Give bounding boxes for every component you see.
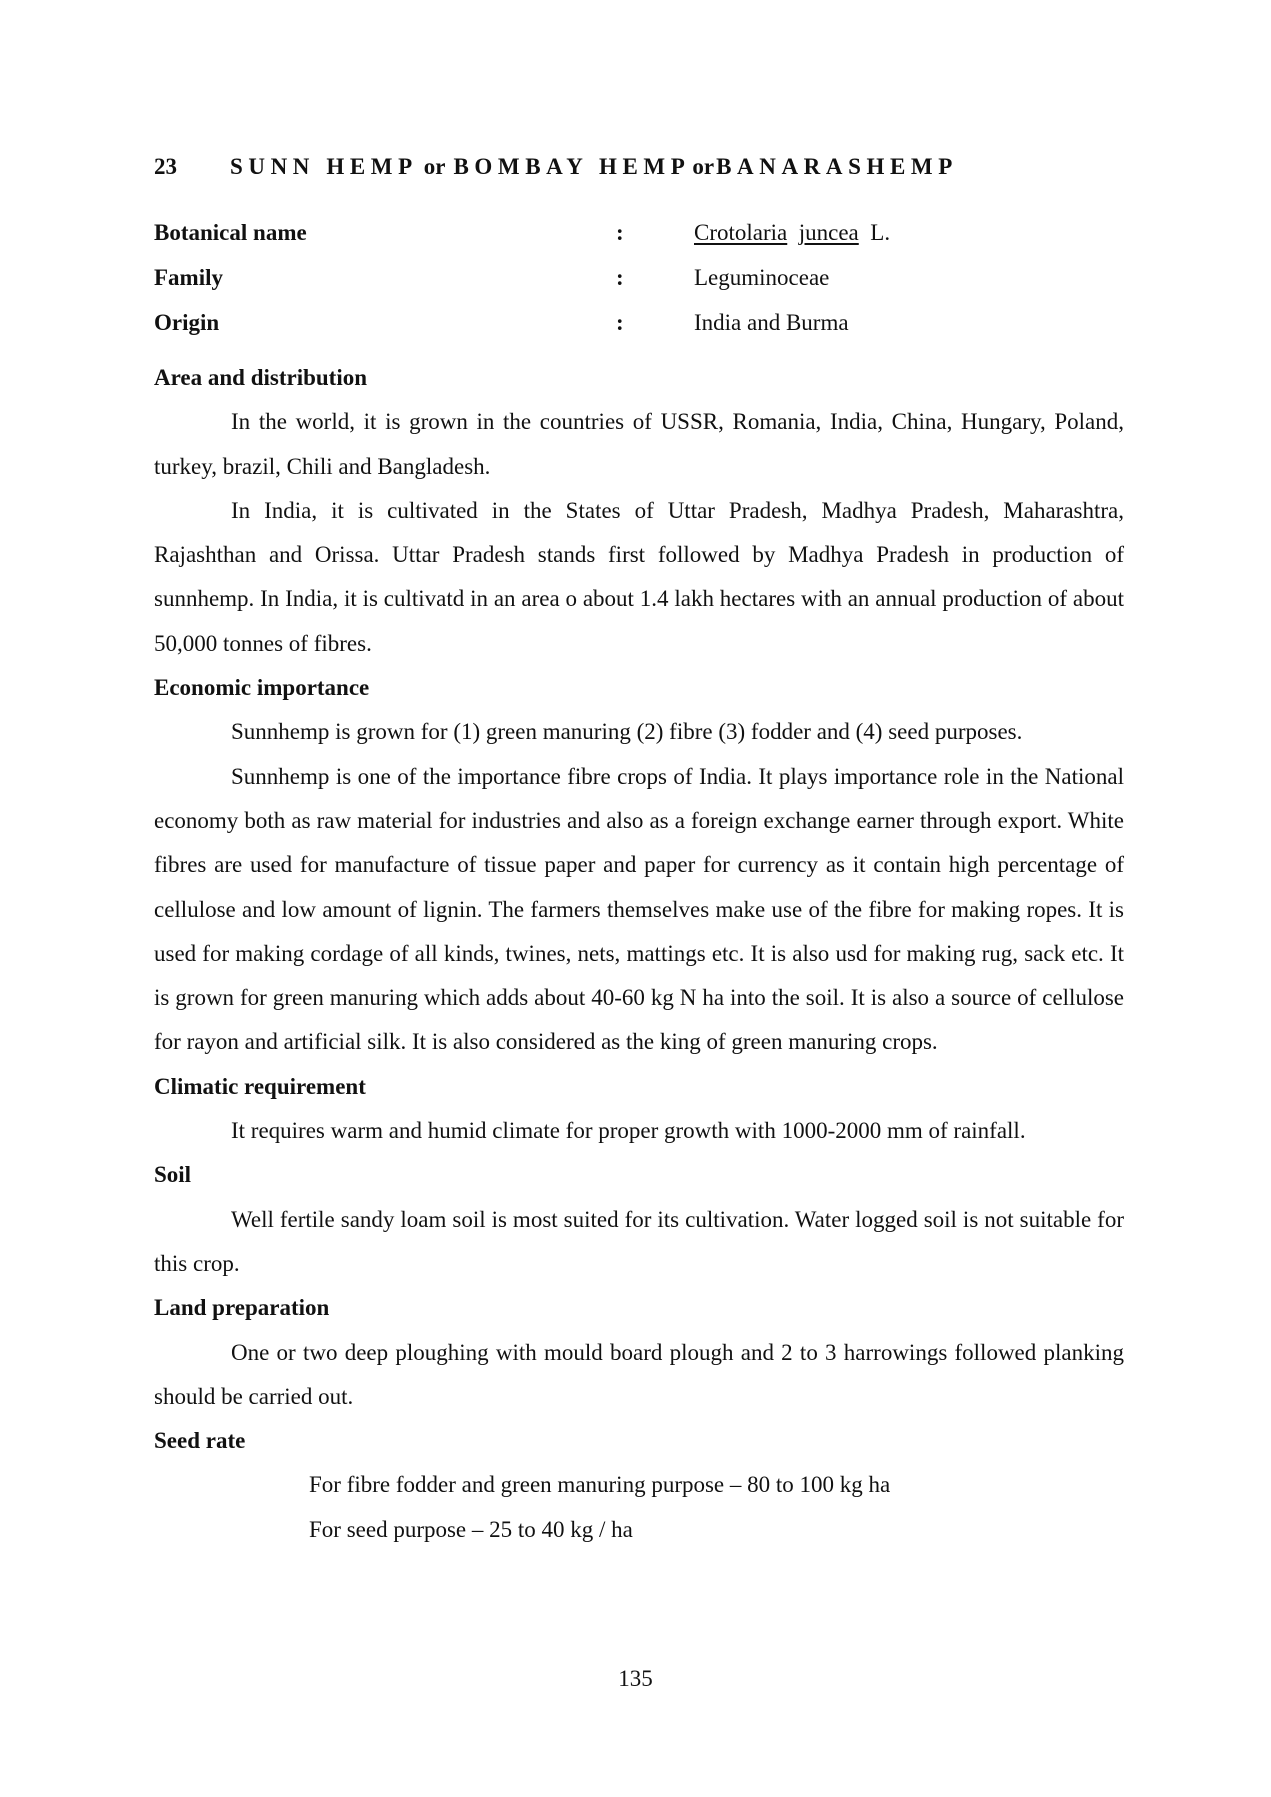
paragraph: Sunnhemp is grown for (1) green manuring (2) fibre (3) fodder and (4) seed purposes. — [231, 719, 1023, 745]
seed-rate-line: For seed purpose – 25 to 40 kg / ha — [309, 1516, 633, 1542]
section-heading-climatic: Climatic requirement — [154, 1073, 366, 1099]
meta-value: Leguminoceae — [694, 265, 830, 290]
seed-rate-line: For fibre fodder and green manuring purpose – 80 to 100 kg ha — [309, 1472, 891, 1498]
section-heading-seed-rate: Seed rate — [154, 1428, 246, 1454]
title-part-banaras-hemp: BANARASHEMP — [716, 154, 958, 179]
title-part-bombay-hemp: BOMBAY HEMP — [453, 154, 691, 179]
paragraph: One or two deep ploughing with mould board plough and 2 to 3 harrowings followed planking should be carried out. — [154, 1339, 1124, 1409]
meta-label: Botanical name — [154, 220, 307, 245]
paragraph: In India, it is cultivated in the States of Uttar Pradesh, Madhya Pradesh, Maharashtra, Rajashthan and Orissa. Uttar Pradesh stands first followed by Madhya Pradesh in production of sunnhemp. In India, it is cultivatd in an area o about 1.4 lakh hectares with an annual production of about 50,000 tonnes of fibres. — [154, 497, 1124, 656]
chapter-number: 23 — [154, 154, 177, 179]
paragraph: Well fertile sandy loam soil is most suited for its cultivation. Water logged soil is not suitable for this crop. — [154, 1206, 1124, 1276]
meta-colon: : — [616, 310, 624, 335]
meta-row-botanical-name — [154, 210, 1124, 255]
title-part-sunn-hemp: SUNN HEMP — [230, 154, 418, 179]
paragraph: In the world, it is grown in the countries of USSR, Romania, India, China, Hungary, Poland, turkey, brazil, Chili and Bangladesh. — [154, 409, 1124, 479]
meta-colon: : — [616, 220, 624, 245]
page-number: 135 — [618, 1666, 653, 1691]
meta-row-origin — [154, 300, 1124, 345]
paragraph: It requires warm and humid climate for proper growth with 1000-2000 mm of rainfall. — [231, 1118, 1026, 1144]
meta-value: India and Burma — [694, 310, 849, 335]
crop-metadata — [154, 210, 1124, 345]
paragraph: Sunnhemp is one of the importance fibre crops of India. It plays importance role in the National economy both as raw material for industries and also as a foreign exchange earner through export. White fibres are used for manufacture of tissue paper and paper for currency as it contain high percentage of cellulose and low amount of lignin. The farmers themselves make use of the fibre for making ropes. It is used for making cordage of all kinds, twines, nets, mattings etc. It is also usd for making rug, sack etc. It is grown for green manuring which adds about 40-60 kg N ha into the soil. It is also a source of cellulose for rayon and artificial silk. It is also considered as the king of green manuring crops. — [154, 763, 1124, 1055]
title-or-1: or — [423, 154, 446, 179]
section-heading-area: Area and distribution — [154, 365, 368, 390]
meta-row-family — [154, 255, 1124, 300]
section-heading-economic: Economic importance — [154, 675, 370, 701]
section-heading-soil: Soil — [154, 1162, 192, 1188]
meta-colon: : — [616, 265, 624, 290]
title-or-2: or — [692, 154, 715, 179]
meta-label: Family — [154, 265, 223, 290]
section-heading-land-preparation: Land preparation — [154, 1295, 330, 1321]
chapter-title — [154, 154, 958, 180]
meta-label: Origin — [154, 310, 220, 335]
botanical-author: L. — [870, 220, 891, 245]
botanical-genus: Crotolaria — [694, 220, 788, 245]
meta-value — [694, 210, 890, 255]
document-body — [154, 356, 1124, 1552]
botanical-species: juncea — [798, 220, 859, 245]
